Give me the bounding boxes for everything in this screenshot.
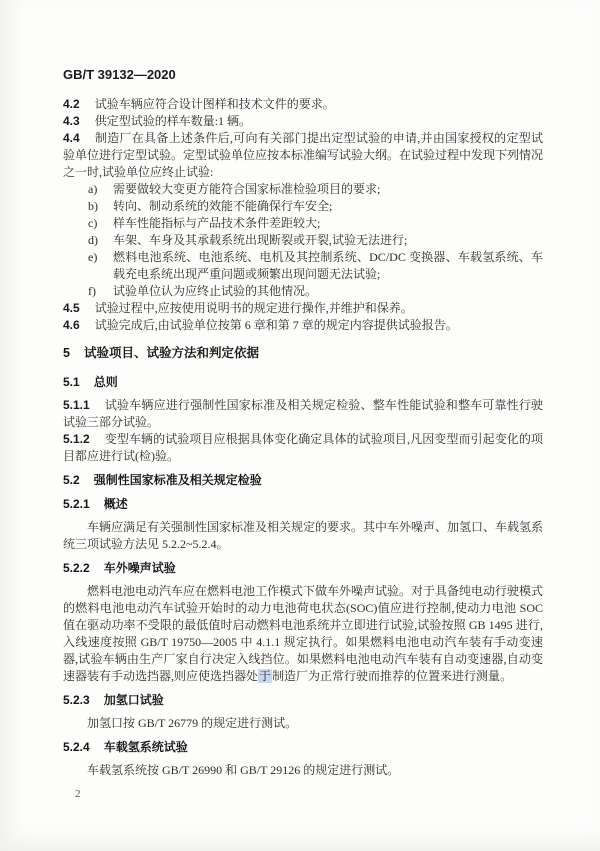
section-5-2-heading <box>63 472 543 489</box>
section-title: 概述 <box>103 497 128 511</box>
section-5-2-1-heading <box>63 496 543 513</box>
section-number: 5 <box>63 346 70 360</box>
clause-text: 变型车辆的试验项目应根据具体变化确定具体的试验项目,凡因变型而引起变化的项目都应进行试(检)验。 <box>63 432 543 463</box>
noise-test-paragraph <box>63 583 543 685</box>
list-item-label: b) <box>88 199 98 213</box>
list-item-label: f) <box>88 284 96 298</box>
list-item-a <box>63 181 543 198</box>
section-number: 5.2.1 <box>63 497 90 511</box>
list-item-text: 样车性能指标与产品技术条件差距较大; <box>113 216 321 230</box>
clause-number: 5.1.2 <box>63 432 90 446</box>
clause-text: 制造厂在具备上述条件后,可向有关部门提出定型试验的申请,并由国家授权的定型试验单位进行定型试验。定型试验单位应按本标准编写试验大纲。在试验过程中发现下列情况之一时,试验单位应终止试验: <box>63 131 544 179</box>
overview-paragraph <box>63 519 543 553</box>
clause-4-4 <box>63 130 543 181</box>
section-title: 车载氢系统试验 <box>103 740 188 754</box>
list-item-f <box>63 283 543 300</box>
section-5-2-2-heading <box>63 560 543 577</box>
list-item-text: 试验单位认为应终止试验的其他情况。 <box>113 284 318 298</box>
clause-number: 4.2 <box>63 97 80 111</box>
clause-text: 试验车辆应符合设计图样和技术文件的要求。 <box>94 97 335 111</box>
paragraph-text: 燃料电池电动汽车应在燃料电池工作模式下做车外噪声试验。对于具备纯电动行驶模式的燃料电池电动汽车试验开始时的动力电池荷电状态(SOC)值应进行控制,使动力电池 SOC 值在驱动功率不受限的最低值时启动燃料电池系统并立即进行试验,试验按照 GB 1495 进行,入线速度按照 GB/T 19750—2005 中 4.1.1 规定执行。如果燃料电池电动汽车装有手动变速器,试验车辆由生产厂家自行决定入线挡位。如果燃料电池电动汽车装有自动变速器,自动变速器装有手动选挡器,则应使选挡器处 <box>63 584 544 683</box>
section-title: 强制性国家标准及相关规定检验 <box>93 473 262 487</box>
section-number: 5.2.4 <box>63 740 90 754</box>
paragraph-text: 车辆应满足有关强制性国家标准及相关规定的要求。其中车外噪声、加氢口、车载氢系统三项试验方法见 5.2.2~5.2.4。 <box>63 520 544 551</box>
list-item-e <box>63 249 543 283</box>
clause-4-6 <box>63 317 543 334</box>
section-number: 5.2.2 <box>63 561 90 575</box>
section-number: 5.1 <box>63 375 80 389</box>
section-number: 5.2 <box>63 473 80 487</box>
clause-text: 试验完成后,由试验单位按第 6 章和第 7 章的规定内容提供试验报告。 <box>94 318 458 332</box>
list-item-label: d) <box>88 233 98 247</box>
paragraph-text: 车载氢系统按 GB/T 26990 和 GB/T 29126 的规定进行测试。 <box>87 763 400 777</box>
clause-5-1-2 <box>63 431 543 465</box>
list-item-label: e) <box>88 250 98 264</box>
section-title: 车外噪声试验 <box>103 561 176 575</box>
standard-number-header: GB/T 39132—2020 <box>63 67 176 82</box>
section-5-1-heading <box>63 374 543 391</box>
clause-number: 4.5 <box>63 301 80 315</box>
section-5-2-3-heading <box>63 692 543 709</box>
list-item-text: 需要做较大变更方能符合国家标准检验项目的要求; <box>113 182 381 196</box>
paragraph-text: 加氢口按 GB/T 26779 的规定进行测试。 <box>87 716 298 730</box>
clause-number: 4.4 <box>63 131 80 145</box>
onboard-hydrogen-paragraph <box>63 762 543 779</box>
section-title: 加氢口试验 <box>103 693 164 707</box>
section-title: 试验项目、试验方法和判定依据 <box>83 346 259 360</box>
section-number: 5.2.3 <box>63 693 90 707</box>
clause-text: 试验过程中,应按使用说明书的规定进行操作,并维护和保养。 <box>94 301 413 315</box>
list-item-text: 车架、车身及其承载系统出现断裂或开裂,试验无法进行; <box>113 233 408 247</box>
clause-number: 4.3 <box>63 114 80 128</box>
section-title: 总则 <box>93 375 118 389</box>
highlighted-character: 于 <box>259 669 272 683</box>
page-number: 2 <box>75 788 81 800</box>
clause-text: 供定型试验的样车数量:1 辆。 <box>94 114 252 128</box>
section-5-2-4-heading <box>63 739 543 756</box>
hydrogen-port-paragraph <box>63 715 543 732</box>
list-item-label: c) <box>88 216 98 230</box>
clause-number: 5.1.1 <box>63 398 90 412</box>
paragraph-text: 制造厂为正常行驶而推荐的位置来进行测量。 <box>272 669 513 683</box>
list-item-text: 燃料电池系统、电池系统、电机及其控制系统、DC/DC 变换器、车载氢系统、车载充电系统出现严重问题或频繁出现问题无法试验; <box>113 250 543 281</box>
clause-text: 试验车辆应进行强制性国家标准及相关规定检验、整车性能试验和整车可靠性行驶试验三部分试验。 <box>63 398 543 429</box>
list-item-c <box>63 215 543 232</box>
clause-5-1-1 <box>63 397 543 431</box>
list-item-text: 转向、制动系统的效能不能确保行车安全; <box>113 199 333 213</box>
list-item-d <box>63 232 543 249</box>
clause-4-2 <box>63 96 543 113</box>
clause-4-3 <box>63 113 543 130</box>
section-5-heading <box>63 345 543 362</box>
list-item-b <box>63 198 543 215</box>
clause-number: 4.6 <box>63 318 80 332</box>
list-item-label: a) <box>88 182 98 196</box>
clause-4-5 <box>63 300 543 317</box>
